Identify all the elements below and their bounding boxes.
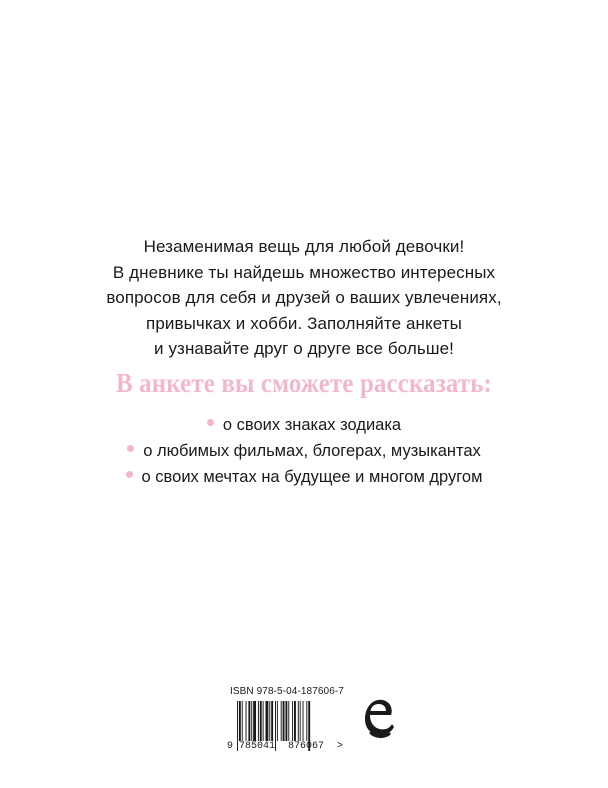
description-line: привычках и хобби. Заполняйте анкеты bbox=[146, 313, 462, 333]
bullet-dot-icon bbox=[126, 471, 133, 478]
barcode-digits-left: 785041 bbox=[239, 741, 276, 752]
barcode-bar bbox=[306, 701, 307, 741]
barcode-digit-lead: 9 bbox=[227, 741, 234, 752]
barcode-bar bbox=[242, 701, 243, 741]
barcode-bar bbox=[275, 701, 276, 751]
barcode-bar bbox=[239, 701, 241, 741]
barcode-bar bbox=[288, 701, 289, 741]
barcode-bar bbox=[266, 701, 269, 741]
description-line: Незаменимая вещь для любой девочки! bbox=[143, 237, 465, 256]
barcode-bar bbox=[260, 701, 262, 741]
barcode-bar bbox=[292, 701, 293, 741]
isbn-barcode bbox=[227, 686, 347, 753]
barcode-bar bbox=[294, 701, 296, 741]
list-item-text: о своих знаках зодиака bbox=[222, 416, 402, 434]
list-item bbox=[0, 438, 608, 464]
barcode-bar bbox=[281, 701, 282, 741]
barcode-bar bbox=[298, 701, 299, 741]
barcode-bar bbox=[271, 701, 273, 741]
barcode-bar bbox=[251, 701, 252, 741]
barcode-digit-tail: > bbox=[337, 741, 344, 752]
list-item bbox=[0, 464, 608, 490]
barcode-bar bbox=[258, 701, 259, 741]
barcode-bar bbox=[283, 701, 285, 741]
barcode-bar bbox=[237, 701, 238, 751]
barcode-bar bbox=[248, 701, 250, 741]
barcode-bar bbox=[253, 701, 256, 741]
description-line: и узнавайте друг о друге все больше! bbox=[154, 339, 454, 358]
features-heading: В анкете вы сможете рассказать: bbox=[116, 368, 492, 398]
barcode-bar bbox=[277, 701, 278, 741]
barcode-bar bbox=[300, 701, 301, 741]
barcode-bar bbox=[303, 701, 304, 741]
list-item bbox=[0, 412, 608, 438]
eksmo-e-logo-icon bbox=[361, 693, 395, 744]
description-block bbox=[0, 234, 608, 362]
bullet-dot-icon bbox=[207, 419, 214, 426]
description-line: В дневнике ты найдешь множество интересных bbox=[112, 262, 496, 282]
barcode-digits-right: 876067 bbox=[288, 741, 325, 752]
description-line: вопросов для себя и друзей о ваших увлечениях, bbox=[106, 288, 502, 307]
barcode-bar bbox=[285, 701, 287, 741]
bullet-dot-icon bbox=[127, 445, 134, 452]
barcode-bar bbox=[269, 701, 270, 741]
list-item-text: о своих мечтах на будущее и многом другом bbox=[141, 468, 483, 486]
list-item-text: о любимых фильмах, блогерах, музыкантах bbox=[143, 442, 481, 460]
features-list bbox=[0, 412, 608, 490]
barcode-bar bbox=[263, 701, 264, 741]
isbn-number: ISBN 978-5-04-187606-7 bbox=[230, 686, 344, 697]
barcode-bar bbox=[246, 701, 247, 741]
